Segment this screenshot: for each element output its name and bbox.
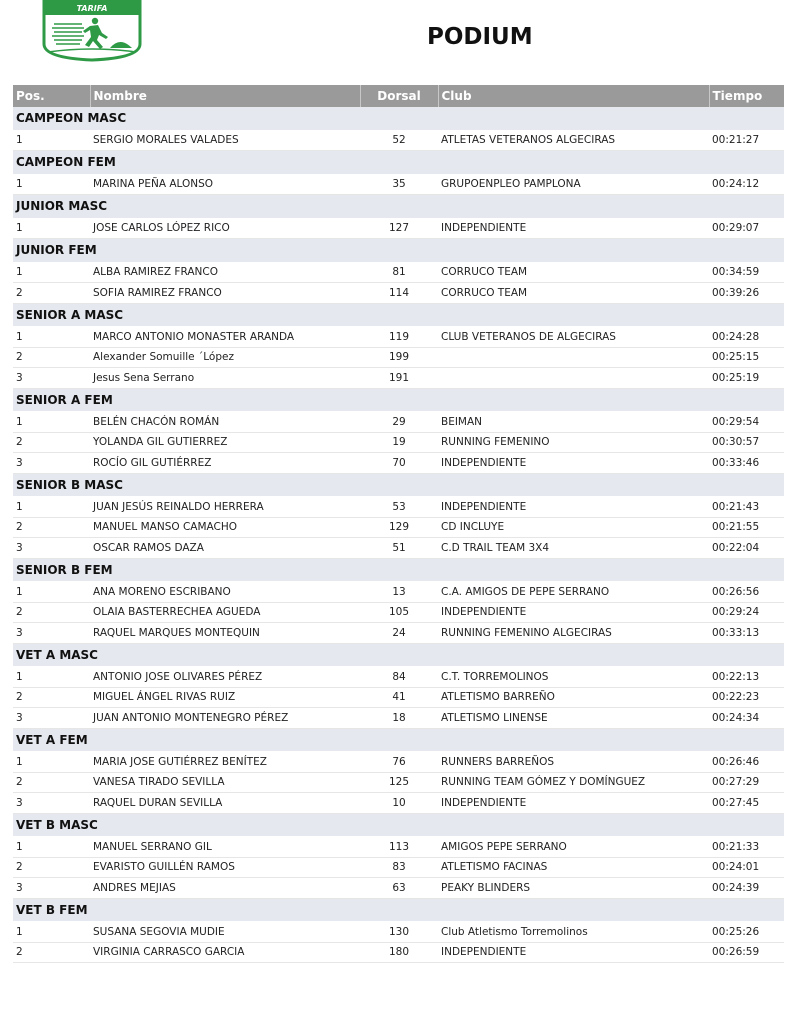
cell-dorsal: 10 (360, 793, 438, 814)
table-header-row (13, 85, 784, 107)
cell-tiempo: 00:26:59 (709, 942, 784, 963)
category-row (13, 643, 784, 667)
cell-pos: 1 (13, 667, 90, 688)
cell-tiempo: 00:27:45 (709, 793, 784, 814)
cell-nombre: EVARISTO GUILLÉN RAMOS (90, 857, 360, 878)
cell-pos: 1 (13, 327, 90, 348)
cell-nombre: ANDRES MEJIAS (90, 878, 360, 899)
cell-tiempo: 00:24:34 (709, 708, 784, 729)
category-row (13, 239, 784, 263)
cell-dorsal: 119 (360, 327, 438, 348)
cell-club: RUNNING TEAM GÓMEZ Y DOMÍNGUEZ (438, 772, 709, 793)
category-title: VET B FEM (13, 898, 784, 922)
column-header-dorsal: Dorsal (360, 85, 438, 107)
cell-dorsal: 114 (360, 283, 438, 304)
cell-pos: 2 (13, 283, 90, 304)
cell-dorsal: 130 (360, 922, 438, 943)
cell-dorsal: 18 (360, 708, 438, 729)
page-title: PODIUM (427, 24, 533, 50)
cell-tiempo: 00:33:13 (709, 623, 784, 644)
cell-tiempo: 00:21:43 (709, 497, 784, 518)
cell-tiempo: 00:24:28 (709, 327, 784, 348)
cell-dorsal: 76 (360, 752, 438, 773)
table-row (13, 347, 784, 368)
cell-club: ATLETISMO LINENSE (438, 708, 709, 729)
column-header-tiempo: Tiempo (709, 85, 784, 107)
cell-pos: 1 (13, 582, 90, 603)
cell-nombre: ANA MORENO ESCRIBANO (90, 582, 360, 603)
cell-pos: 3 (13, 708, 90, 729)
cell-club (438, 347, 709, 368)
table-row (13, 283, 784, 304)
cell-dorsal: 41 (360, 687, 438, 708)
cell-club: ATLETISMO BARREÑO (438, 687, 709, 708)
cell-club: RUNNING FEMENINO ALGECIRAS (438, 623, 709, 644)
table-row (13, 793, 784, 814)
table-row (13, 218, 784, 239)
column-header-nombre: Nombre (90, 85, 360, 107)
cell-tiempo: 00:33:46 (709, 453, 784, 474)
cell-tiempo: 00:21:27 (709, 130, 784, 151)
table-row (13, 432, 784, 453)
cell-dorsal: 53 (360, 497, 438, 518)
tarifa-logo (40, 0, 144, 62)
category-title: SENIOR B FEM (13, 558, 784, 582)
cell-dorsal: 83 (360, 857, 438, 878)
cell-nombre: JUAN ANTONIO MONTENEGRO PÉREZ (90, 708, 360, 729)
cell-tiempo: 00:24:39 (709, 878, 784, 899)
cell-pos: 1 (13, 218, 90, 239)
cell-dorsal: 180 (360, 942, 438, 963)
cell-tiempo: 00:29:07 (709, 218, 784, 239)
table-row (13, 174, 784, 195)
cell-nombre: Jesus Sena Serrano (90, 368, 360, 389)
cell-tiempo: 00:39:26 (709, 283, 784, 304)
cell-pos: 3 (13, 878, 90, 899)
cell-tiempo: 00:29:24 (709, 602, 784, 623)
cell-pos: 1 (13, 837, 90, 858)
cell-dorsal: 129 (360, 517, 438, 538)
table-row (13, 262, 784, 283)
cell-pos: 2 (13, 517, 90, 538)
table-row (13, 412, 784, 433)
cell-tiempo: 00:22:23 (709, 687, 784, 708)
cell-club: C.A. AMIGOS DE PEPE SERRANO (438, 582, 709, 603)
cell-nombre: OSCAR RAMOS DAZA (90, 538, 360, 559)
cell-pos: 3 (13, 453, 90, 474)
cell-pos: 1 (13, 752, 90, 773)
cell-pos: 2 (13, 857, 90, 878)
cell-dorsal: 52 (360, 130, 438, 151)
svg-text:TARIFA: TARIFA (76, 4, 108, 13)
cell-nombre: MARIA JOSE GUTIÉRREZ BENÍTEZ (90, 752, 360, 773)
cell-dorsal: 51 (360, 538, 438, 559)
cell-tiempo: 00:34:59 (709, 262, 784, 283)
cell-dorsal: 84 (360, 667, 438, 688)
cell-club: C.T. TORREMOLINOS (438, 667, 709, 688)
table-row (13, 602, 784, 623)
table-row (13, 942, 784, 963)
cell-nombre: ROCÍO GIL GUTIÉRREZ (90, 453, 360, 474)
cell-pos: 3 (13, 538, 90, 559)
cell-dorsal: 81 (360, 262, 438, 283)
cell-nombre: JOSE CARLOS LÓPEZ RICO (90, 218, 360, 239)
cell-club: Club Atletismo Torremolinos (438, 922, 709, 943)
cell-nombre: SUSANA SEGOVIA MUDIE (90, 922, 360, 943)
cell-tiempo: 00:25:26 (709, 922, 784, 943)
cell-dorsal: 24 (360, 623, 438, 644)
category-row (13, 473, 784, 497)
cell-club: CORRUCO TEAM (438, 262, 709, 283)
cell-pos: 1 (13, 262, 90, 283)
cell-dorsal: 70 (360, 453, 438, 474)
cell-pos: 3 (13, 793, 90, 814)
category-row (13, 151, 784, 175)
cell-pos: 1 (13, 174, 90, 195)
column-header-pos: Pos. (13, 85, 90, 107)
cell-pos: 2 (13, 772, 90, 793)
cell-dorsal: 13 (360, 582, 438, 603)
category-row (13, 107, 784, 130)
cell-dorsal: 35 (360, 174, 438, 195)
cell-nombre: Alexander Somuille ´López (90, 347, 360, 368)
table-row (13, 497, 784, 518)
cell-club: RUNNERS BARREÑOS (438, 752, 709, 773)
cell-nombre: BELÉN CHACÓN ROMÁN (90, 412, 360, 433)
cell-nombre: RAQUEL MARQUES MONTEQUIN (90, 623, 360, 644)
cell-tiempo: 00:25:15 (709, 347, 784, 368)
cell-pos: 1 (13, 412, 90, 433)
cell-nombre: RAQUEL DURAN SEVILLA (90, 793, 360, 814)
table-row (13, 752, 784, 773)
category-title: SENIOR B MASC (13, 473, 784, 497)
cell-club: INDEPENDIENTE (438, 218, 709, 239)
cell-pos: 2 (13, 602, 90, 623)
table-row (13, 538, 784, 559)
cell-tiempo: 00:25:19 (709, 368, 784, 389)
cell-pos: 1 (13, 497, 90, 518)
cell-dorsal: 127 (360, 218, 438, 239)
cell-club: CLUB VETERANOS DE ALGECIRAS (438, 327, 709, 348)
table-row (13, 687, 784, 708)
category-title: CAMPEON MASC (13, 107, 784, 130)
cell-dorsal: 63 (360, 878, 438, 899)
cell-club: ATLETAS VETERANOS ALGECIRAS (438, 130, 709, 151)
table-row (13, 922, 784, 943)
table-row (13, 837, 784, 858)
cell-club (438, 368, 709, 389)
cell-club: AMIGOS PEPE SERRANO (438, 837, 709, 858)
table-row (13, 130, 784, 151)
cell-tiempo: 00:29:54 (709, 412, 784, 433)
cell-nombre: OLAIA BASTERRECHEA AGUEDA (90, 602, 360, 623)
cell-dorsal: 105 (360, 602, 438, 623)
cell-club: CORRUCO TEAM (438, 283, 709, 304)
table-row (13, 517, 784, 538)
cell-tiempo: 00:26:56 (709, 582, 784, 603)
cell-nombre: MANUEL MANSO CAMACHO (90, 517, 360, 538)
cell-nombre: VIRGINIA CARRASCO GARCIA (90, 942, 360, 963)
table-row (13, 708, 784, 729)
category-title: VET B MASC (13, 813, 784, 837)
cell-dorsal: 113 (360, 837, 438, 858)
cell-tiempo: 00:22:04 (709, 538, 784, 559)
cell-club: GRUPOENPLEO PAMPLONA (438, 174, 709, 195)
cell-dorsal: 125 (360, 772, 438, 793)
cell-tiempo: 00:27:29 (709, 772, 784, 793)
cell-nombre: ALBA RAMIREZ FRANCO (90, 262, 360, 283)
table-row (13, 327, 784, 348)
cell-dorsal: 29 (360, 412, 438, 433)
category-row (13, 813, 784, 837)
cell-nombre: VANESA TIRADO SEVILLA (90, 772, 360, 793)
cell-club: RUNNING FEMENINO (438, 432, 709, 453)
category-title: CAMPEON FEM (13, 151, 784, 175)
cell-pos: 2 (13, 432, 90, 453)
cell-club: BEIMAN (438, 412, 709, 433)
cell-club: INDEPENDIENTE (438, 497, 709, 518)
category-row (13, 195, 784, 219)
cell-nombre: MARCO ANTONIO MONASTER ARANDA (90, 327, 360, 348)
cell-club: INDEPENDIENTE (438, 793, 709, 814)
category-row (13, 898, 784, 922)
category-row (13, 388, 784, 412)
cell-club: C.D TRAIL TEAM 3X4 (438, 538, 709, 559)
cell-club: INDEPENDIENTE (438, 453, 709, 474)
table-row (13, 582, 784, 603)
category-row (13, 303, 784, 327)
category-title: VET A FEM (13, 728, 784, 752)
category-row (13, 558, 784, 582)
cell-club: INDEPENDIENTE (438, 942, 709, 963)
cell-club: ATLETISMO FACINAS (438, 857, 709, 878)
cell-tiempo: 00:22:13 (709, 667, 784, 688)
cell-nombre: YOLANDA GIL GUTIERREZ (90, 432, 360, 453)
category-title: VET A MASC (13, 643, 784, 667)
cell-dorsal: 199 (360, 347, 438, 368)
column-header-club: Club (438, 85, 709, 107)
cell-tiempo: 00:24:01 (709, 857, 784, 878)
cell-tiempo: 00:24:12 (709, 174, 784, 195)
category-title: SENIOR A MASC (13, 303, 784, 327)
table-row (13, 857, 784, 878)
table-row (13, 878, 784, 899)
cell-tiempo: 00:21:55 (709, 517, 784, 538)
cell-nombre: JUAN JESÚS REINALDO HERRERA (90, 497, 360, 518)
cell-club: INDEPENDIENTE (438, 602, 709, 623)
cell-nombre: MANUEL SERRANO GIL (90, 837, 360, 858)
cell-pos: 1 (13, 130, 90, 151)
cell-pos: 2 (13, 687, 90, 708)
cell-dorsal: 191 (360, 368, 438, 389)
table-row (13, 623, 784, 644)
cell-pos: 2 (13, 942, 90, 963)
table-row (13, 772, 784, 793)
table-row (13, 667, 784, 688)
category-title: JUNIOR FEM (13, 239, 784, 263)
cell-pos: 1 (13, 922, 90, 943)
cell-pos: 2 (13, 347, 90, 368)
cell-dorsal: 19 (360, 432, 438, 453)
cell-club: PEAKY BLINDERS (438, 878, 709, 899)
category-row (13, 728, 784, 752)
cell-tiempo: 00:26:46 (709, 752, 784, 773)
cell-tiempo: 00:21:33 (709, 837, 784, 858)
cell-nombre: MARINA PEÑA ALONSO (90, 174, 360, 195)
cell-pos: 3 (13, 623, 90, 644)
cell-nombre: SOFIA RAMIREZ FRANCO (90, 283, 360, 304)
cell-club: CD INCLUYE (438, 517, 709, 538)
cell-nombre: MIGUEL ÁNGEL RIVAS RUIZ (90, 687, 360, 708)
category-title: JUNIOR MASC (13, 195, 784, 219)
table-row (13, 453, 784, 474)
cell-nombre: SERGIO MORALES VALADES (90, 130, 360, 151)
table-row (13, 368, 784, 389)
cell-tiempo: 00:30:57 (709, 432, 784, 453)
podium-table (13, 85, 784, 963)
cell-pos: 3 (13, 368, 90, 389)
cell-nombre: ANTONIO JOSE OLIVARES PÉREZ (90, 667, 360, 688)
category-title: SENIOR A FEM (13, 388, 784, 412)
